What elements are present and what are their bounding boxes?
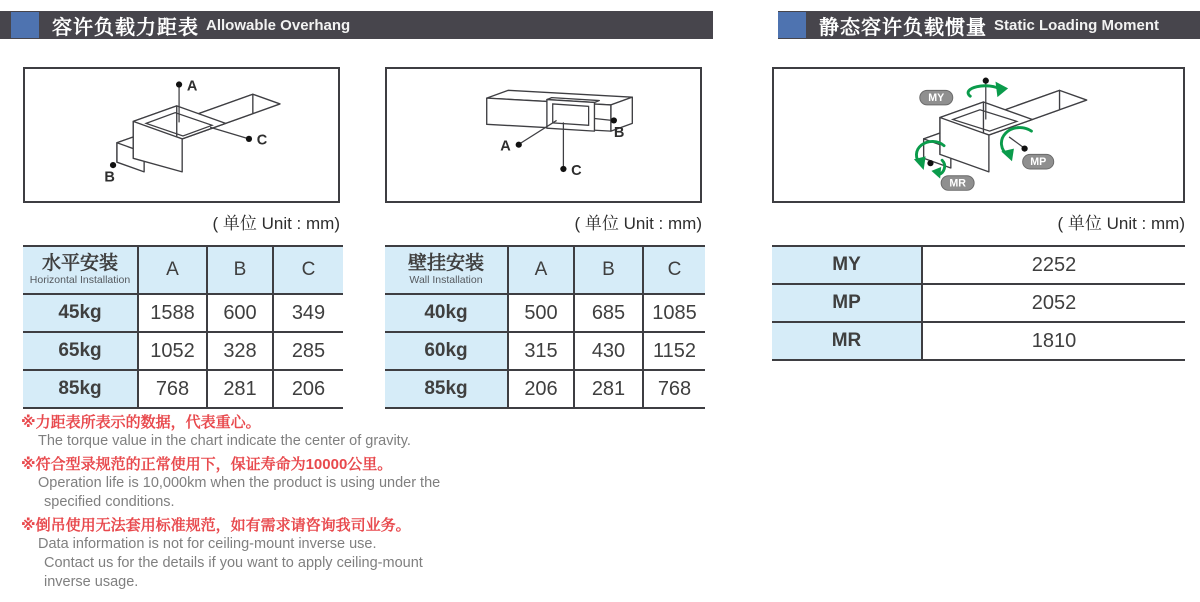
note-1-zh: ※力距表所表示的数据，代表重心。 [21,414,261,431]
value-cell: 281 [207,370,273,408]
row-label: 60kg [385,332,508,370]
point-a-marker [176,81,182,87]
table-header-row [23,246,343,294]
blue-accent-square [11,12,39,38]
table-title-cell [385,246,508,294]
row-label-mp: MP [772,284,922,322]
value-cell: 2052 [922,284,1185,322]
mr-axis-marker [927,160,933,166]
table-title-en: Wall Installation [409,274,483,287]
row-label-my: MY [772,246,922,284]
row-label: 85kg [385,370,508,408]
point-b-marker [110,162,116,168]
note-2-en: Operation life is 10,000km when the product is using under the [38,475,441,491]
section-title-en: Allowable Overhang [206,16,351,34]
point-a-marker [516,142,522,148]
column-header-c: C [273,246,343,294]
column-header-b: B [574,246,643,294]
value-cell: 1085 [643,294,705,332]
value-cell: 430 [574,332,643,370]
my-badge-label: MY [928,92,945,105]
diagram-wall-installation [385,67,702,203]
note-3-en: Data information is not for ceiling-mount inverse use. [38,536,377,552]
row-label: 85kg [23,370,138,408]
value-cell: 685 [574,294,643,332]
table-row [23,332,343,370]
table-title-zh: 壁挂安装 [407,253,484,275]
section-title-zh: 容许负载力距表 [52,16,199,39]
point-c-label: C [571,162,582,179]
blue-accent-square [778,12,806,38]
mr-arrowhead-2 [931,167,941,179]
table-row [23,370,343,408]
unit-note: ( 单位 Unit : mm) [212,214,340,233]
table-title-zh: 水平安装 [41,253,118,275]
point-b-label: B [104,169,115,186]
point-c-marker [246,136,252,142]
unit-note: ( 单位 Unit : mm) [1057,214,1185,233]
value-cell: 315 [508,332,574,370]
dimension-line-c [210,127,249,139]
point-a-label: A [186,78,198,95]
note-3-en-cont2: inverse usage. [44,574,139,590]
row-label: 65kg [23,332,138,370]
table-row [23,294,343,332]
footnotes [21,413,581,592]
mp-axis-line [1009,137,1024,148]
table-row [385,370,705,408]
point-b-marker [611,117,617,123]
note-3-zh: ※倒吊使用无法套用标准规范，如有需求请咨询我司业务。 [21,517,411,534]
horizontal-installation-table [23,245,343,409]
table-row [385,332,705,370]
column-header-a: A [508,246,574,294]
column-header-a: A [138,246,207,294]
wall-installation-drawing [387,69,700,201]
static-moment-table [772,245,1185,361]
row-label: 40kg [385,294,508,332]
column-header-b: B [207,246,273,294]
diagram-horizontal-installation [23,67,340,203]
mp-axis-marker [1021,145,1027,151]
diagram-static-moment [772,67,1185,203]
note-1-en: The torque value in the chart indicate the center of gravity. [38,433,411,449]
value-cell: 768 [138,370,207,408]
value-cell: 206 [508,370,574,408]
section-header-allowable-overhang [0,11,713,39]
column-header-c: C [643,246,705,294]
my-axis-marker [983,78,989,84]
point-a-label: A [500,138,511,155]
note-2-en-cont: specified conditions. [44,494,175,510]
table-row [772,246,1185,284]
horizontal-installation-drawing [25,69,338,201]
value-cell: 1588 [138,294,207,332]
value-cell: 2252 [922,246,1185,284]
my-arrowhead [995,82,1008,98]
table-row [385,294,705,332]
section-title-en: Static Loading Moment [994,16,1159,34]
table-header-row [385,246,705,294]
value-cell: 285 [273,332,343,370]
mr-badge-label: MR [949,177,966,190]
unit-note: ( 单位 Unit : mm) [574,214,702,233]
point-c-label: C [256,132,268,149]
my-rotation-arrow [968,86,1000,96]
row-label: 45kg [23,294,138,332]
point-b-label: B [613,124,625,141]
wall-installation-table [385,245,705,409]
static-moment-drawing [774,69,1183,201]
value-cell: 281 [574,370,643,408]
value-cell: 328 [207,332,273,370]
table-row [772,322,1185,360]
point-c-marker [560,166,566,172]
value-cell: 206 [273,370,343,408]
value-cell: 1810 [922,322,1185,360]
mp-badge-label: MP [1030,156,1047,169]
value-cell: 1052 [138,332,207,370]
value-cell: 768 [643,370,705,408]
row-label-mr: MR [772,322,922,360]
value-cell: 500 [508,294,574,332]
table-row [772,284,1185,322]
value-cell: 1152 [643,332,705,370]
note-3-en-cont: Contact us for the details if you want to apply ceiling-mount [44,555,423,571]
value-cell: 349 [273,294,343,332]
note-2-zh: ※符合型录规范的正常使用下，保证寿命为10000公里。 [21,456,393,473]
section-title-zh: 静态容许负载惯量 [819,16,987,39]
value-cell: 600 [207,294,273,332]
section-header-static-loading-moment [778,11,1200,39]
table-title-en: Horizontal Installation [29,274,131,287]
table-title-cell [23,246,138,294]
